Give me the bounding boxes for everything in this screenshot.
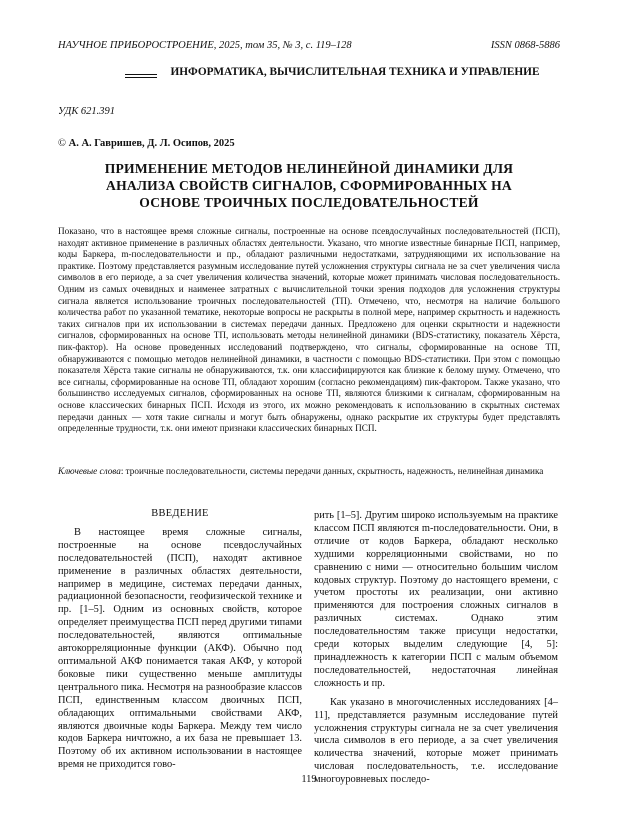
intro-paragraph-2: Как указано в многочисленных исследованиях [4–11], представляется разумным исследование путей усложнения структуры сигнала не за счет увеличения числа символов в его периоде, а за счет увеличения количества значений, которые может принимать числовая последовательность, т.е. исследование многоуровневых последо- [314,696,558,786]
author-names: А. А. Гавришев, Д. Л. Осипов, 2025 [68,138,235,149]
page-number: 119 [301,774,317,785]
intro-paragraph-1: В настоящее время сложные сигналы, построенные на основе псевдослучайных последовательностей (ПСП), находят активное применение в различных областях деятельности, например в медицине, системах передачи данных, радиационной безопасности, геофизической технике и пр. [1–5]. Одним из основных свойств, которое определяет преимущества ПСП перед другими типами последовательностей, являются оптимальные автокорреляционные функции (АКФ). Обычно под оптимальной АКФ понимается такая АКФ, у которой боковые пики существенно меньше амплитуды центрального пика. Несмотря на разнообразие классов ПСП, единственным классом двоичных ПСП, обладающих оптимальными свойствами АКФ, являются двоичные коды Баркера. Между тем число кодов Баркера ничтожно, а их база не превышает 13. Поэтому об их активном использовании в настоящее время не приходится гово- [58,526,302,771]
left-column [58,508,302,772]
abstract-text: Показано, что в настоящее время сложные сигналы, построенные на основе псевдослучайных последовательностей (ПСП), находят активное применение в различных областях деятельности. Указано, что многие известные бинарные ПСП, например, коды Баркера, m-последовательности и пр., обладают различными недостатками, затрудняющими их использование на практике. Поэтому представляется разумным исследование путей усложнения структуры сигнала не за счет увеличения числа символов в его периоде, а за счет увеличения количества значений, которые может принимать числовая последовательность. Одним из самых очевидных и наименее затратных с вычислительной точки зрения подходов для усложнения структуры сигнала является использование троичных последовательностей (ТП). Отмечено, что, несмотря на наличие большого количества работ по указанной тематике, некоторые вопросы не раскрыты в полной мере, например скрытность и надежность таких сигналов при их использовании в системах передачи данных. Предложено для оценки скрытности и надежности сигналов, сформированных на основе ТП, использовать методы нелинейной динамики (BDS-статистику, показатель Хёрста, пик-фактор). На основе проведенных исследований подтверждено, что сигналы, сформированные на основе ТП, обнаруживаются с помощью методов нелинейной динамики, в частности с помощью BDS-статистики. При этом с помощью показателя Хёрста такие сигналы не обнаруживаются, т.к. они классифицируются как близкие к белому шуму. Отмечено, что все сигналы, сформированные на основе ТП, обладают хорошим (согласно рекомендациям) пик-фактором. Также указано, что большинство исследуемых сигналов, сформированных на основе ТП, являются близкими к сигналам, сформированным на основе классических бинарных ПСП. Исходя из этого, их можно рекомендовать к использованию в скрытных системах передачи данных — хотя такие сигналы и могут быть обнаружены, однако раскрытие их структуры будет представлять определенные трудности, т.к. они имеют признаки классических бинарных ПСП. [58,226,560,434]
running-header [58,40,560,56]
keywords-text: : троичные последовательности, системы передачи данных, скрытность, надежность, нелинейная динамика [120,466,544,476]
section-heading [125,66,560,79]
keywords-label: Ключевые слова [58,466,121,476]
issn: ISSN 0868-5886 [490,40,560,51]
section-title: ИНФОРМАТИКА, ВЫЧИСЛИТЕЛЬНАЯ ТЕХНИКА И УПРАВЛЕНИЕ [170,66,540,78]
right-column [314,510,558,787]
intro-paragraph-1-continued: рить [1–5]. Другим широко используемым на практике классом ПСП являются m-последовательности. Они, в отличие от кодов Баркера, обладают несколько худшими корреляционными свойствами, но по сравнению с ними — относительно большим числом кодовых структур. Поэтому до настоящего времени, с учетом простоты их реализации, они активно применяются для построения сложных сигналов в различных системах. Однако этим последовательностям также присущи недостатки, среди которых выделим следующие [4, 5]: принадлежность к категории ПСП с малым объемом последовательностей, недостаточная линейная сложность и пр. [314,510,558,689]
paper-title: ПРИМЕНЕНИЕ МЕТОДОВ НЕЛИНЕЙНОЙ ДИНАМИКИ ДЛЯ АНАЛИЗА СВОЙСТВ СИГНАЛОВ, СФОРМИРОВАННЫХ НА ОСНОВЕ ТРОИЧНЫХ ПОСЛЕДОВАТЕЛЬНОСТЕЙ [104,161,514,210]
journal-citation: НАУЧНОЕ ПРИБОРОСТРОЕНИЕ, 2025, том 35, № 3, с. 119–128 [58,40,352,51]
copyright-sign: © [58,138,66,149]
keywords [58,466,560,478]
section-rule [125,74,157,78]
authors-line [58,138,235,149]
udk-code: УДК 621.391 [58,106,116,117]
abstract [58,226,560,435]
intro-heading: ВВЕДЕНИЕ [151,508,209,519]
